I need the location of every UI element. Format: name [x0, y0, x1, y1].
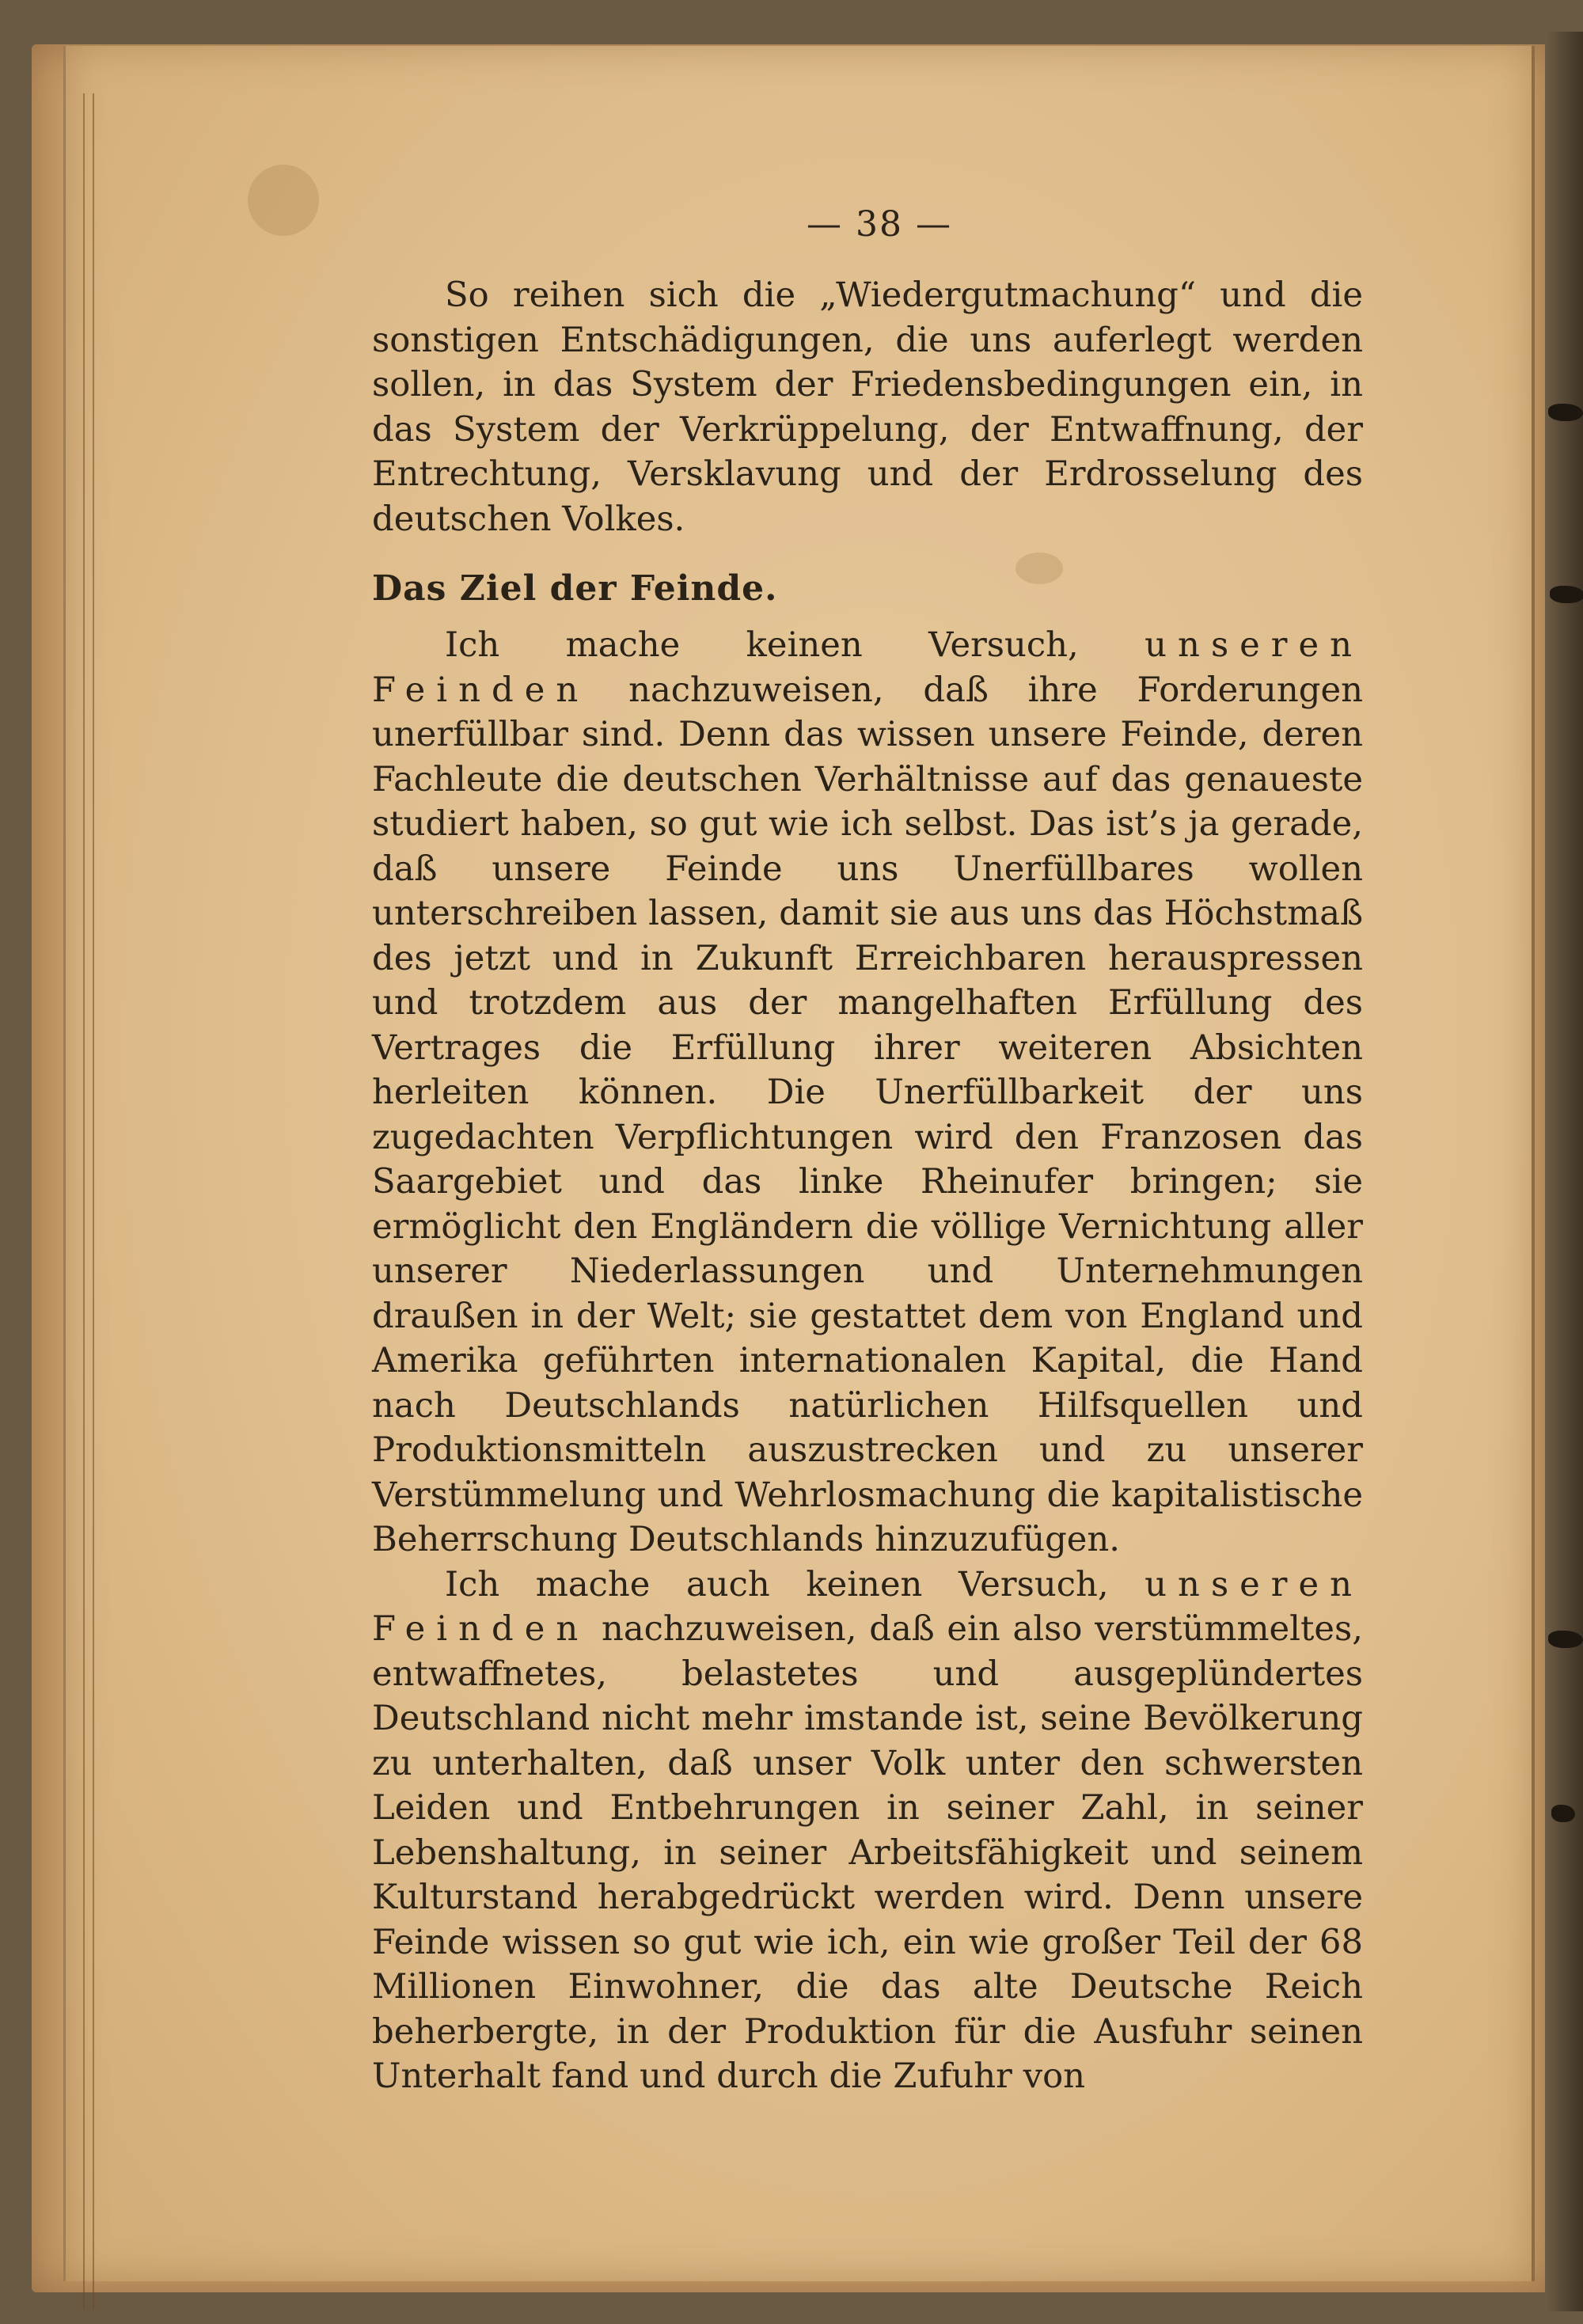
section-heading: Das Ziel der Feinde.	[372, 568, 778, 609]
binding-thread-mark	[1548, 1631, 1583, 1648]
binding-thread-mark	[1548, 404, 1583, 421]
paragraph: So reihen sich die „Wiedergutmachung“ und die sonstigen Entschädigungen, die uns auferlegt werden sollen, in das System der Friedensbedingungen ein, in das System der Verkrüppelung, der Entwaffnung, der Entrechtung, Versklavung und der Erdrosselung des deutschen Volkes.	[372, 275, 1363, 539]
emphasized-text: unseren Feinden	[372, 1564, 1363, 1649]
emphasized-text: unseren Feinden	[372, 625, 1363, 710]
paragraph-lead: Ich mache keinen Versuch,	[445, 625, 1145, 665]
paragraph-body: nachzuweisen, daß ihre Forderungen unerfüllbar sind. Denn das wissen unsere Feinde, deren Fachleute die deutschen Verhältnisse auf das genaueste studiert haben, so gut wie ich selbst. Das ist’s ja gerade, daß unsere Feinde uns Unerfüllbares wollen unterschreiben lassen, damit sie aus uns das Höchstmaß des jetzt und in Zukunft Erreichbaren herauspressen und trotzdem aus der mangelhaften Erfüllung des Vertrages die Erfüllung ihrer weiteren Absichten herleiten können. Die Unerfüllbarkeit der uns zugedachten Verpflichtungen wird den Franzosen das Saargebiet und das linke Rheinufer bringen; sie ermöglicht den Engländern die völlige Vernichtung aller unserer Niederlassungen und Unternehmungen draußen in der Welt; sie gestattet dem von England und Amerika geführten internationalen Kapital, die Hand nach Deutschlands natürlichen Hilfsquellen und Produktionsmitteln auszustrecken und zu unserer Verstümmelung und Wehrlosmachung die kapitalistische Beherrschung Deutschlands hinzuzufügen.	[372, 670, 1363, 1559]
paragraph	[372, 1563, 1363, 2099]
binding-thread-mark	[1550, 586, 1583, 603]
paragraph-lead: Ich mache auch keinen Versuch,	[445, 1564, 1145, 1604]
page-number: — 38 —	[807, 204, 952, 245]
text-block	[372, 204, 1363, 2099]
paragraph	[372, 623, 1363, 1563]
paragraph-body: nachzuweisen, daß ein also verstümmeltes, entwaffnetes, belastetes und ausgeplündertes Deutschland nicht mehr imstande ist, seine Bevölkerung zu unterhalten, daß unser Volk unter den schwersten Leiden und Entbehrungen in seiner Zahl, in seiner Lebenshaltung, in seiner Arbeitsfähigkeit und seinem Kulturstand herabgedrückt werden wird. Denn unsere Feinde wissen so gut wie ich, ein wie großer Teil der 68 Millionen Einwohner, die das alte Deutsche Reich beherbergte, in der Produktion für die Ausfuhr seinen Unterhalt fand und durch die Zufuhr von	[372, 1609, 1363, 2096]
book-spine	[1545, 32, 1583, 2311]
page-edge-line	[83, 93, 85, 2310]
page-edge-line	[93, 93, 94, 2310]
paper-stain	[248, 165, 319, 236]
binding-thread-mark	[1551, 1805, 1575, 1822]
